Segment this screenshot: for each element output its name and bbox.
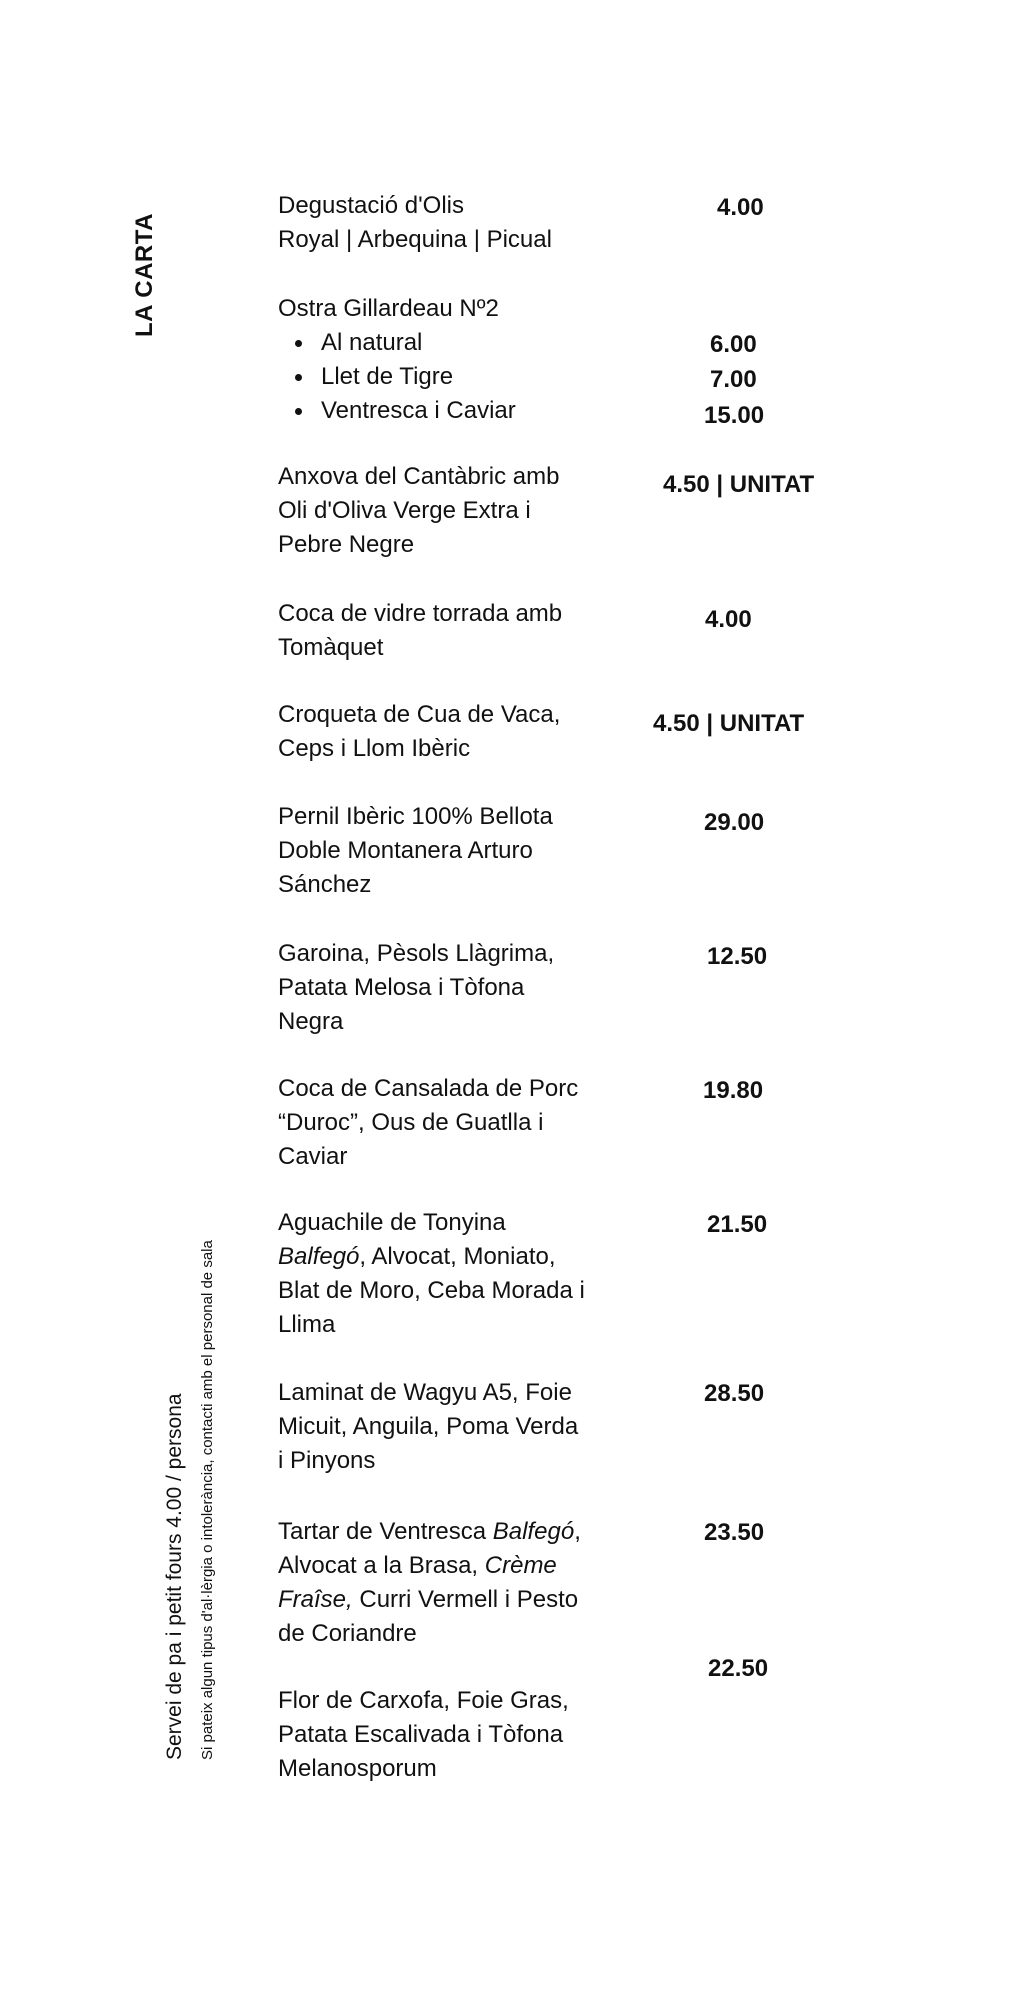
item-line: Degustació d'Olis [278,192,464,219]
item-price: 21.50 [707,1211,768,1238]
option-price: 6.00 [710,331,757,358]
item-line: de Coriandre [278,1620,417,1647]
option-item: Al natural [278,326,618,360]
option-item: Ventresca i Caviar [278,394,618,428]
option-item: Llet de Tigre [278,360,618,394]
item-line [278,1583,618,1617]
item-line: Sánchez [278,871,372,898]
menu-item-tuna-aguachile [278,1206,618,1342]
menu-item-artichoke-flower [278,1684,618,1786]
item-line: Coca de Cansalada de Porc [278,1075,579,1102]
bread-service-note: Servei de pa i petit fours 4.00 / persona [163,1393,186,1760]
item-line: Laminat de Wagyu A5, Foie [278,1379,572,1406]
item-price: 29.00 [704,809,765,836]
item-line: Oli d'Oliva Verge Extra i [278,497,531,524]
item-price: 28.50 [704,1380,765,1407]
item-price: 22.50 [708,1655,769,1682]
oyster-options-list [278,326,618,428]
item-line: Anxova del Cantàbric amb [278,463,560,490]
item-line [278,1515,618,1549]
item-line-text: , [574,1518,581,1545]
item-line: Micuit, Anguila, Poma Verda [278,1413,579,1440]
item-line: Croqueta de Cua de Vaca, [278,701,561,728]
menu-item-pork-belly-coca [278,1072,618,1174]
menu-item-iberian-ham [278,800,618,902]
item-title: Ostra Gillardeau Nº2 [278,295,499,322]
item-price: 23.50 [704,1519,765,1546]
item-line: Coca de vidre torrada amb [278,600,563,627]
item-line: Tomàquet [278,634,384,661]
item-line: “Duroc”, Ous de Guatlla i [278,1109,544,1136]
option-price: 15.00 [704,402,765,429]
item-line: Pebre Negre [278,531,415,558]
item-line: Doble Montanera Arturo [278,837,533,864]
item-line: Garoina, Pèsols Llàgrima, [278,940,555,967]
item-line: Llima [278,1311,336,1338]
item-line-italic: Fraîse, [278,1586,353,1613]
item-line: Negra [278,1008,344,1035]
item-line: Flor de Carxofa, Foie Gras, [278,1687,569,1714]
item-line-italic: Crème [484,1552,557,1579]
item-line-text: Curri Vermell i Pesto [352,1586,579,1613]
item-line: Blat de Moro, Ceba Morada i [278,1277,585,1304]
item-line: Ceps i Llom Ibèric [278,735,471,762]
item-line: Caviar [278,1143,348,1170]
option-price: 7.00 [710,366,757,393]
menu-item-oxtail-croquette [278,698,618,766]
item-price: 4.00 [717,194,764,221]
item-price: 12.50 [707,943,768,970]
menu-item-sea-urchin [278,937,618,1039]
item-price: 4.50 | UNITAT [653,710,805,737]
menu-item-oyster [278,292,618,428]
item-line: Pernil Ibèric 100% Bellota [278,803,553,830]
item-line: i Pinyons [278,1447,376,1474]
item-line-text: Alvocat a la Brasa, [278,1552,485,1579]
menu-item-wagyu [278,1376,618,1478]
item-line: Melanosporum [278,1755,437,1782]
item-line [278,1240,618,1274]
menu-title: LA CARTA [131,213,158,337]
menu-item-glass-bread [278,597,618,665]
item-line: Aguachile de Tonyina [278,1209,506,1236]
item-line [278,1549,618,1583]
item-line-italic: Balfegó [492,1518,575,1545]
menu-item-anchovy [278,460,618,562]
item-line-italic: Balfegó [278,1243,360,1270]
item-line-text: , Alvocat, Moniato, [359,1243,556,1270]
item-line: Royal | Arbequina | Picual [278,226,552,253]
item-line-text: Tartar de Ventresca [278,1518,493,1545]
item-line: Patata Melosa i Tòfona [278,974,525,1001]
allergy-note: Si pateix algun tipus d'al·lèrgia o intolerància, contacti amb el personal de sala [199,1240,216,1760]
item-price: 19.80 [703,1077,764,1104]
item-price: 4.00 [705,606,752,633]
menu-item-tuna-tartare [278,1515,618,1651]
menu-item-olive-oil-tasting [278,189,618,257]
item-price: 4.50 | UNITAT [663,471,815,498]
item-line: Patata Escalivada i Tòfona [278,1721,564,1748]
